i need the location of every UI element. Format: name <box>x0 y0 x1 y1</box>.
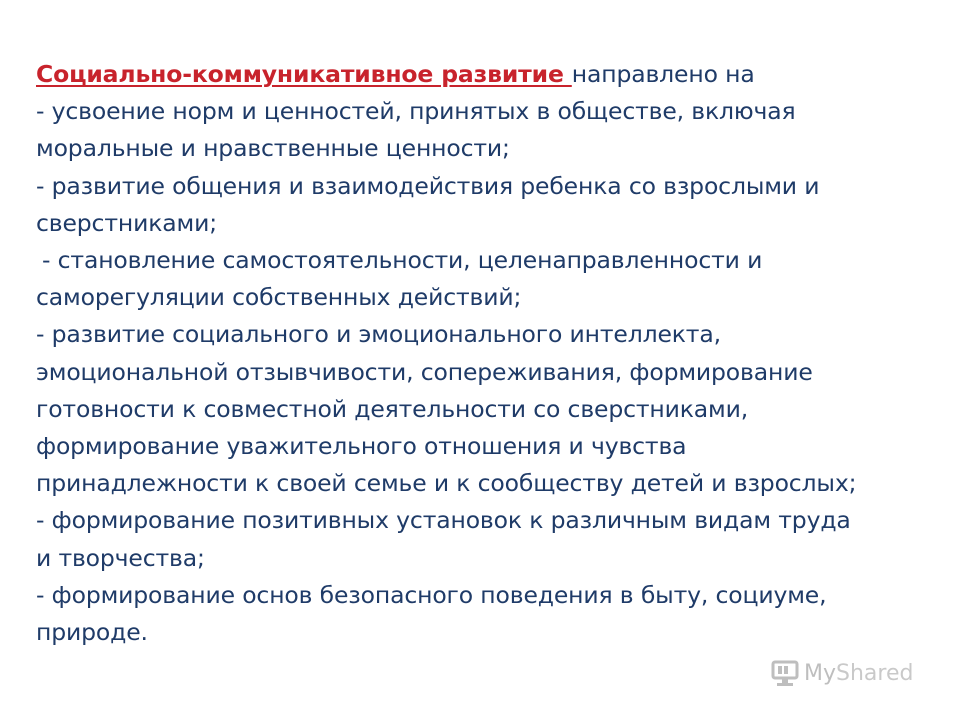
text-line: готовности к совместной деятельности со сверстниками, <box>36 394 749 423</box>
section-heading: Социально-коммуникативное развитие <box>36 60 572 88</box>
text-line: формирование уважительного отношения и чувства <box>36 432 687 461</box>
myshared-watermark <box>770 658 913 688</box>
text-line: - усвоение норм и ценностей, принятых в обществе, включая <box>36 97 796 126</box>
text-line: - развитие социального и эмоционального интеллекта, <box>36 320 721 349</box>
text-line: принадлежности к своей семье и к сообществу детей и взрослых; <box>36 469 857 498</box>
slide-text-block <box>36 56 936 651</box>
text-line: - развитие общения и взаимодействия ребенка со взрослыми и <box>36 171 820 200</box>
heading-tail: направлено на <box>571 60 755 88</box>
text-line: природе. <box>36 618 148 647</box>
text-line: - формирование позитивных установок к различным видам труда <box>36 506 851 535</box>
first-line <box>36 56 936 93</box>
watermark-shared: Shared <box>836 660 914 686</box>
monitor-icon <box>770 659 800 687</box>
text-line: - становление самостоятельности, целенаправленности и <box>42 246 763 275</box>
text-line: моральные и нравственные ценности; <box>36 134 510 163</box>
text-line: сверстниками; <box>36 208 217 237</box>
text-line: эмоциональной отзывчивости, сопереживания, формирование <box>36 357 813 386</box>
text-line: - формирование основ безопасного поведения в быту, социуме, <box>36 580 827 609</box>
watermark-text <box>804 661 913 686</box>
text-line: и творчества; <box>36 543 205 572</box>
watermark-my: My <box>804 660 837 686</box>
text-line: саморегуляции собственных действий; <box>36 283 522 312</box>
